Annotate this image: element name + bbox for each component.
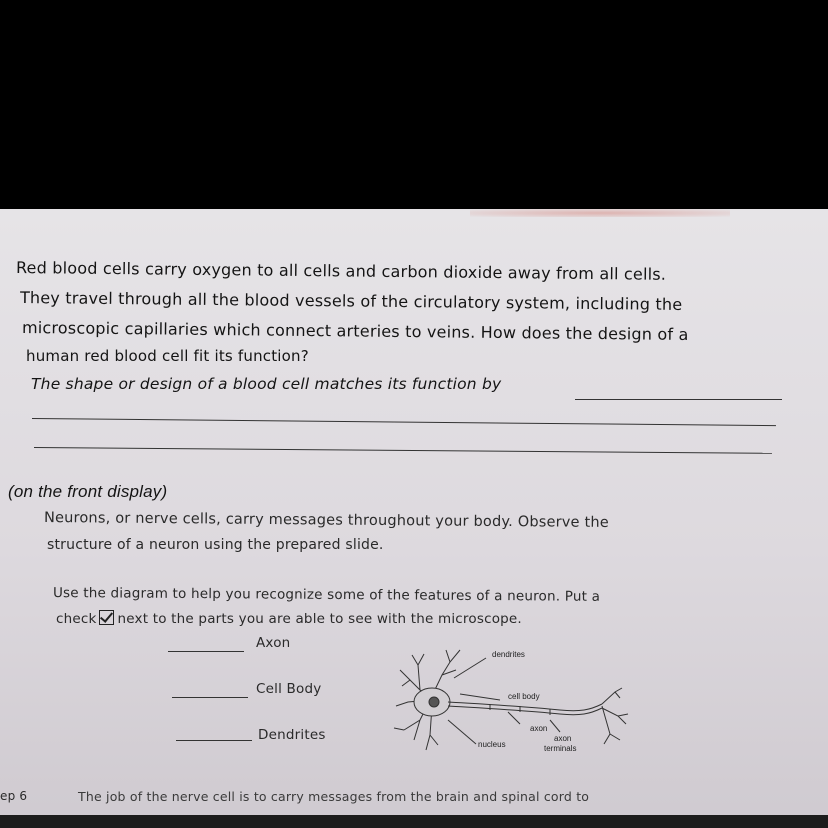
- dendrites-check-line[interactable]: [176, 740, 252, 741]
- step-label: ep 6: [0, 789, 28, 803]
- answer-prompt: The shape or design of a blood cell matches its function by: [31, 375, 502, 393]
- location-note: (on the front display): [8, 482, 168, 501]
- answer-line-1[interactable]: [575, 399, 782, 400]
- step-text: The job of the nerve cell is to carry messages from the brain and spinal cord to: [78, 789, 590, 804]
- question-line-2: They travel through all the blood vessels of the circulatory system, including the: [19, 288, 683, 314]
- diagram-label-cell-body: cell body: [508, 692, 540, 701]
- bottom-shadow-edge: [0, 815, 828, 828]
- instructions-line-2: [56, 610, 522, 627]
- checklist-axon: Axon: [256, 635, 291, 651]
- paper-edge-tint: [470, 209, 730, 217]
- instructions-rest: next to the parts you are able to see with the microscope.: [117, 611, 522, 627]
- diagram-label-axon: axon: [530, 724, 548, 733]
- diagram-label-nucleus: nucleus: [478, 740, 506, 749]
- checkmark-box-icon: [99, 610, 114, 625]
- checklist-cell-body: Cell Body: [256, 681, 322, 697]
- axon-check-line[interactable]: [168, 651, 244, 652]
- neuron-intro-line-1: Neurons, or nerve cells, carry messages throughout your body. Observe the: [43, 510, 610, 531]
- question-line-4: human red blood cell fit its function?: [26, 347, 309, 365]
- diagram-label-dendrites: dendrites: [492, 650, 525, 659]
- instructions-line-1: Use the diagram to help you recognize some of the features of a neuron. Put a: [52, 585, 601, 605]
- question-line-3: microscopic capillaries which connect arteries to veins. How does the design of a: [21, 318, 689, 344]
- neuron-intro-line-2: structure of a neuron using the prepared slide.: [47, 537, 384, 553]
- diagram-label-axon-terminals-2: terminals: [544, 744, 577, 753]
- instructions-check-word: check: [56, 611, 97, 627]
- cell-body-check-line[interactable]: [172, 697, 248, 698]
- diagram-label-axon-terminals-1: axon: [554, 734, 572, 743]
- question-line-1: Red blood cells carry oxygen to all cells and carbon dioxide away from all cells.: [15, 258, 667, 284]
- checklist-dendrites: Dendrites: [258, 727, 326, 743]
